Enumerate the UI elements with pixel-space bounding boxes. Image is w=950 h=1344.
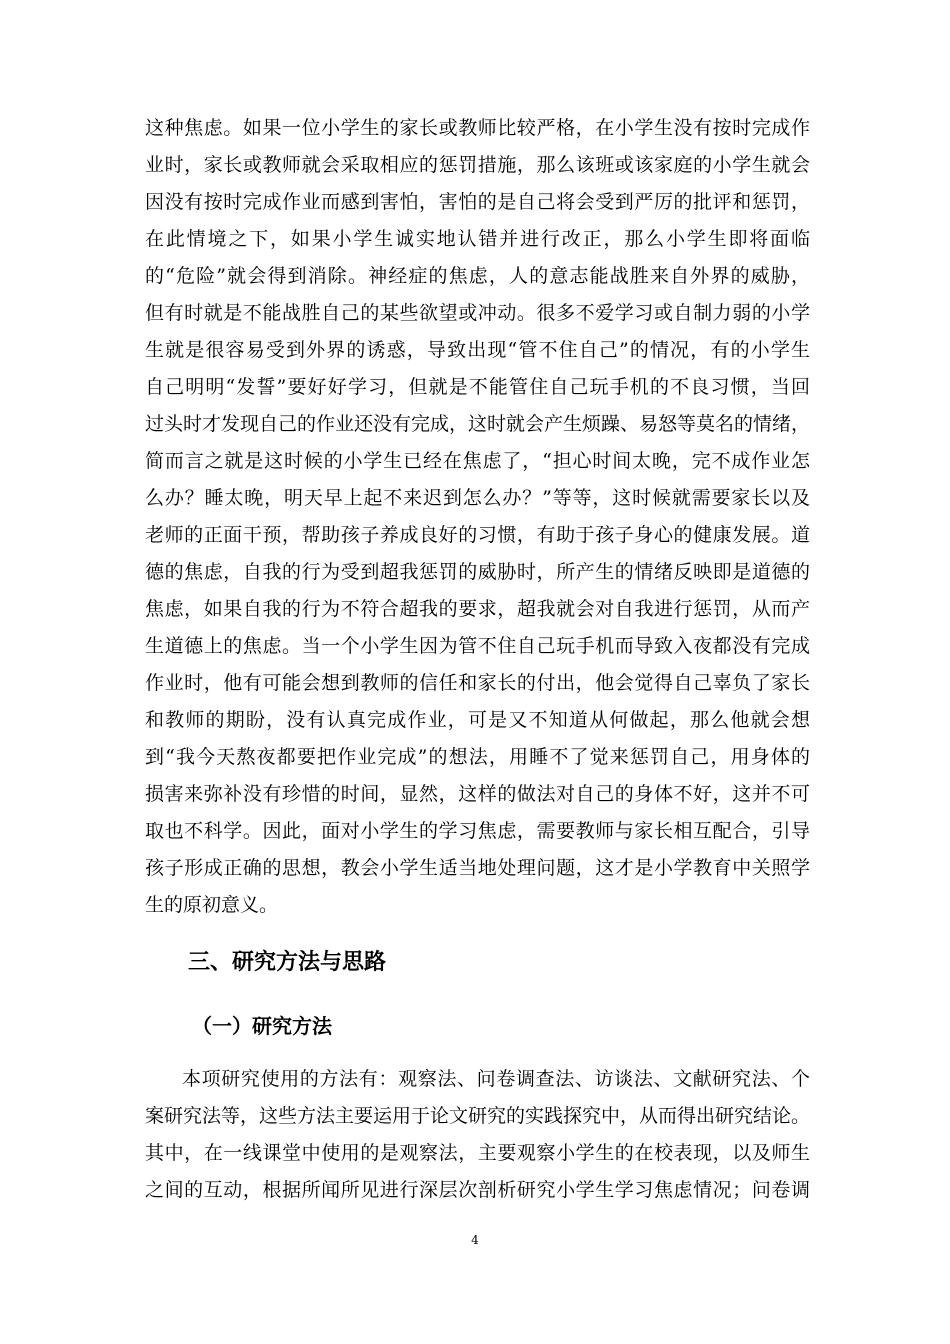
paragraph-1-line: 到“我今天熬夜都要把作业完成”的想法，用睡不了觉来惩罚自己，用身体的 xyxy=(145,746,810,768)
paragraph-1-line: 的“危险”就会得到消除。神经症的焦虑，人的意志能战胜来自外界的威胁， xyxy=(145,265,810,287)
subsection-heading: （一）研究方法 xyxy=(192,1014,332,1038)
paragraph-1-line: 生道德上的焦虑。当一个小学生因为管不住自己玩手机而导致入夜都没有完成 xyxy=(145,635,810,657)
paragraph-2-line: 本项研究使用的方法有：观察法、问卷调查法、访谈法、文献研究法、个 xyxy=(182,1068,810,1090)
paragraph-1-line: 但有时就是不能战胜自己的某些欲望或冲动。很多不爱学习或自制力弱的小学 xyxy=(145,302,810,324)
paragraph-2-line: 之间的互动，根据所闻所见进行深层次剖析研究小学生学习焦虑情况；问卷调 xyxy=(145,1179,810,1201)
page-number: 4 xyxy=(471,1233,479,1247)
section-heading: 三、研究方法与思路 xyxy=(188,950,387,975)
paragraph-1-line: 和教师的期盼，没有认真完成作业，可是又不知道从何做起，那么他就会想 xyxy=(145,709,810,731)
paragraph-1-line: 在此情境之下，如果小学生诚实地认错并进行改正，那么小学生即将面临 xyxy=(145,228,810,250)
paragraph-1-line: 孩子形成正确的思想，教会小学生适当地处理问题，这才是小学教育中关照学 xyxy=(145,857,810,879)
paragraph-1-line: 生的原初意义。 xyxy=(145,894,279,916)
paragraph-1-line: 焦虑，如果自我的行为不符合超我的要求，超我就会对自我进行惩罚，从而产 xyxy=(145,598,810,620)
paragraph-1-line: 这种焦虑。如果一位小学生的家长或教师比较严格，在小学生没有按时完成作 xyxy=(145,117,810,139)
paragraph-1-line: 自己明明“发誓”要好好学习，但就是不能管住自己玩手机的不良习惯，当回 xyxy=(145,376,810,398)
paragraph-2-line: 案研究法等，这些方法主要运用于论文研究的实践探究中，从而得出研究结论。 xyxy=(145,1105,811,1127)
paragraph-1-line: 损害来弥补没有珍惜的时间，显然，这样的做法对自己的身体不好，这并不可 xyxy=(145,783,810,805)
paragraph-1-line: 么办？睡太晚，明天早上起不来迟到怎么办？”等等，这时候就需要家长以及 xyxy=(145,487,810,509)
paragraph-1-line: 老师的正面干预，帮助孩子养成良好的习惯，有助于孩子身心的健康发展。道 xyxy=(145,524,810,546)
paragraph-1-line: 业时，家长或教师就会采取相应的惩罚措施，那么该班或该家庭的小学生就会 xyxy=(145,154,810,176)
paragraph-1-line: 简而言之就是这时候的小学生已经在焦虑了，“担心时间太晚，完不成作业怎 xyxy=(145,450,810,472)
paragraph-1-line: 因没有按时完成作业而感到害怕，害怕的是自己将会受到严厉的批评和惩罚， xyxy=(145,191,810,213)
paragraph-2-line: 其中，在一线课堂中使用的是观察法，主要观察小学生的在校表现，以及师生 xyxy=(145,1142,810,1164)
paragraph-1-line: 作业时，他有可能会想到教师的信任和家长的付出，他会觉得自己辜负了家长 xyxy=(145,672,810,694)
paragraph-1-line: 取也不科学。因此，面对小学生的学习焦虑，需要教师与家长相互配合，引导 xyxy=(145,820,810,842)
paragraph-1-line: 过头时才发现自己的作业还没有完成，这时就会产生烦躁、易怒等莫名的情绪， xyxy=(145,413,811,435)
paragraph-1-line: 德的焦虑，自我的行为受到超我惩罚的威胁时，所产生的情绪反映即是道德的 xyxy=(145,561,810,583)
paragraph-1-line: 生就是很容易受到外界的诱惑，导致出现“管不住自己”的情况，有的小学生 xyxy=(145,339,810,361)
